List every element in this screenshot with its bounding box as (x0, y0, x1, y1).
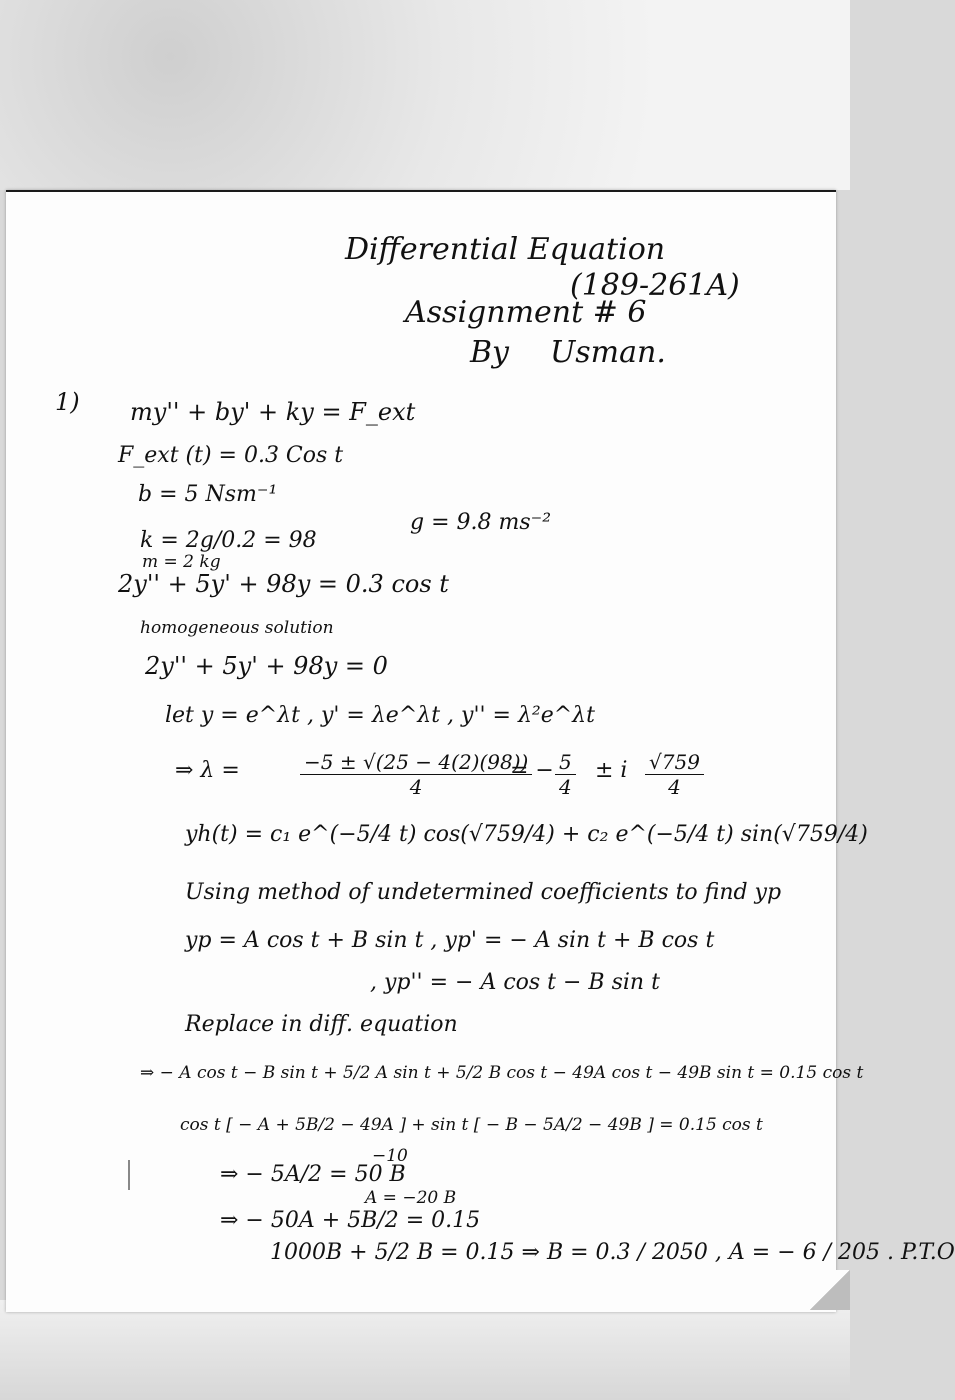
imaginary-part-fraction (645, 750, 704, 799)
forced-equation: 2y'' + 5y' + 98y = 0.3 cos t (118, 570, 449, 598)
coefficient-note: −10 (372, 1146, 408, 1166)
lambda-equals: = − (510, 758, 554, 783)
quadratic-formula-denominator: 4 (409, 775, 423, 799)
final-coefficients: 1000B + 5/2 B = 0.15 ⇒ B = 0.3 / 2050 , A = − 6 / 205 . P.T.O (270, 1240, 955, 1265)
by-label: By (470, 335, 509, 370)
assignment-title: Differential Equation (345, 232, 666, 267)
quadratic-formula-numerator: −5 ± √(25 − 4(2)(98)) (300, 750, 532, 775)
sin-coefficient-equation: ⇒ − 50A + 5B/2 = 0.15 (220, 1208, 481, 1233)
imaginary-part-denominator: 4 (668, 775, 681, 799)
substituted-equation: ⇒ − A cos t − B sin t + 5/2 A sin t + 5/2 B cos t − 49A cos t − 49B sin t = 0.15 cos t (140, 1063, 864, 1083)
replace-heading: Replace in diff. equation (185, 1012, 458, 1037)
scan-background-bottom (0, 1300, 850, 1400)
real-part-fraction (555, 750, 576, 799)
homogeneous-equation: 2y'' + 5y' + 98y = 0 (145, 652, 388, 680)
collected-terms-equation: cos t [ − A + 5B/2 − 49A ] + sin t [ − B − 5A/2 − 49B ] = 0.15 cos t (180, 1115, 763, 1135)
particular-second-derivative: , yp'' = − A cos t − B sin t (370, 970, 660, 995)
real-part-denominator: 4 (559, 775, 572, 799)
external-force: F_ext (t) = 0.3 Cos t (118, 443, 344, 468)
spring-constant: k = 2g/0.2 = 98 (140, 528, 317, 553)
course-code: (189-261A) (570, 268, 740, 303)
damping-constant: b = 5 Nsm⁻¹ (138, 482, 278, 507)
equation-of-motion: my'' + by' + ky = F_ext (130, 398, 416, 426)
cos-coefficient-equation: ⇒ − 5A/2 = 50 B (220, 1162, 406, 1187)
mass-value: m = 2 kg (142, 552, 221, 572)
method-heading: Using method of undetermined coefficients to find yp (185, 880, 782, 905)
trial-solution: let y = e^λt , y' = λe^λt , y'' = λ²e^λt (165, 703, 595, 728)
author-name: Usman. (550, 335, 666, 370)
problem-number: 1) (55, 388, 80, 416)
gravity-value: g = 9.8 ms⁻² (410, 510, 552, 535)
margin-mark (128, 1160, 130, 1190)
homogeneous-solution: yh(t) = c₁ e^(−5/4 t) cos(√759/4) + c₂ e^(−5/4 t) sin(√759/4) (185, 822, 868, 847)
a-in-terms-of-b: A = −20 B (365, 1188, 457, 1208)
quadratic-formula-fraction (300, 750, 532, 799)
real-part-numerator: 5 (555, 750, 576, 775)
imaginary-part-numerator: √759 (645, 750, 704, 775)
assignment-number: Assignment # 6 (405, 295, 647, 330)
lambda-label: ⇒ λ = (175, 758, 240, 783)
particular-solution-guess: yp = A cos t + B sin t , yp' = − A sin t + B cos t (185, 928, 715, 953)
homogeneous-heading: homogeneous solution (140, 618, 334, 638)
page-fold-corner (810, 1270, 850, 1310)
scan-background-top (0, 0, 850, 190)
plus-minus-i: ± i (595, 758, 628, 783)
